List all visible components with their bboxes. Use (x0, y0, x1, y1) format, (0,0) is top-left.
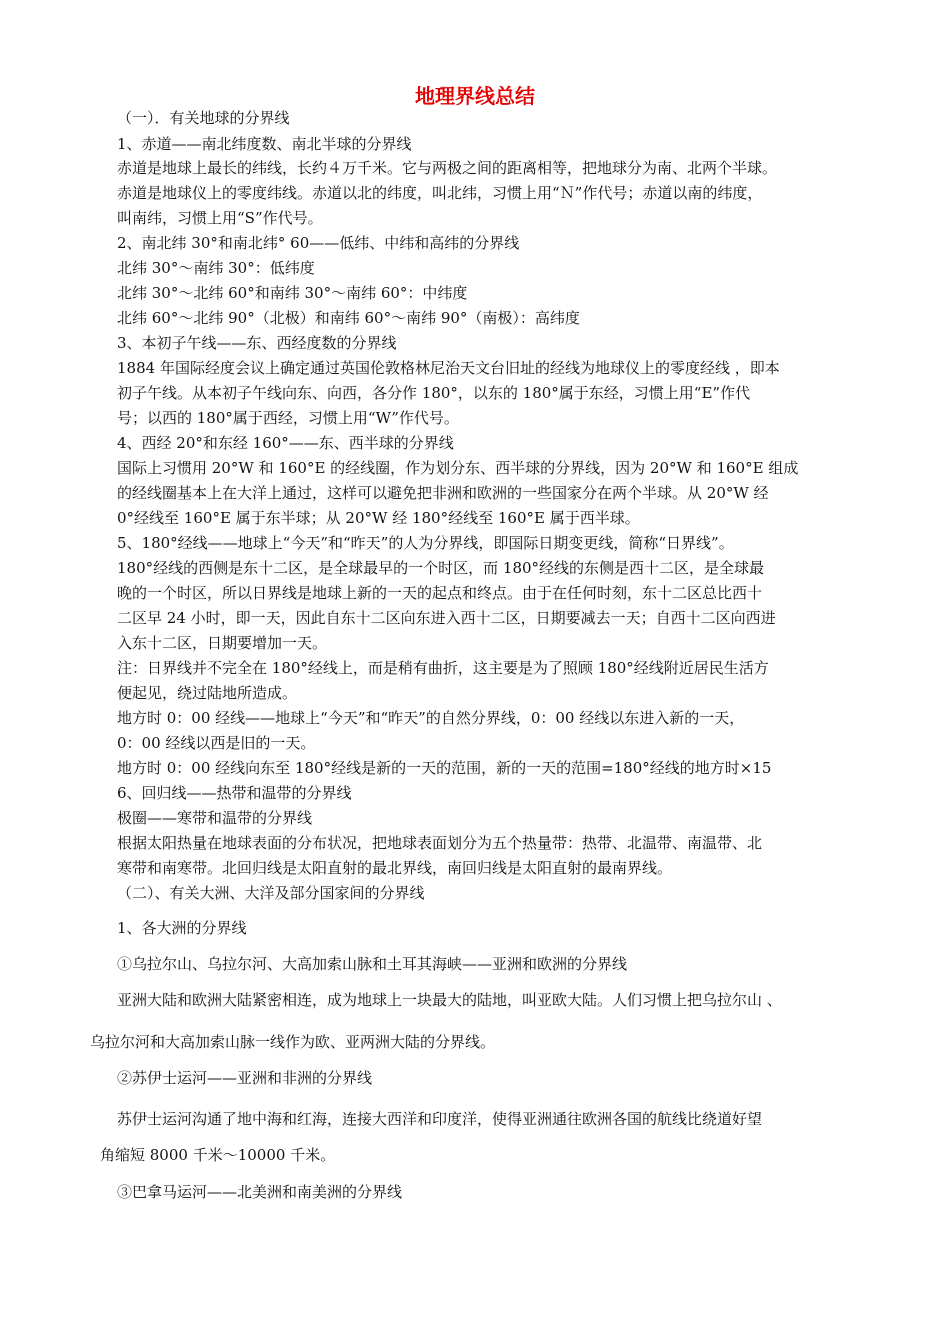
text-line: ③巴拿马运河——北美洲和南美洲的分界线 (117, 1183, 403, 1201)
text-line: 亚洲大陆和欧洲大陆紧密相连，成为地球上一块最大的陆地，叫亚欧大陆。人们习惯上把乌拉尔山 、 (117, 991, 782, 1009)
text-line: 苏伊士运河沟通了地中海和红海，连接大西洋和印度洋，使得亚洲通往欧洲各国的航线比绕道好望 (117, 1110, 763, 1128)
text-line: 的经线圈基本上在大洋上通过，这样可以避免把非洲和欧洲的一些国家分在两个半球。从 20°W 经 (117, 484, 769, 502)
text-line: 北纬 30°～南纬 30°：低纬度 (117, 259, 315, 277)
text-line: 便起见，绕过陆地所造成。 (117, 684, 298, 702)
text-line: 号；以西的 180°属于西经，习惯上用“W”作代号。 (117, 409, 459, 427)
text-line: 北纬 60°～北纬 90°（北极）和南纬 60°～南纬 90°（南极）：高纬度 (117, 309, 580, 327)
text-line: （一）．有关地球的分界线 (117, 109, 290, 127)
text-line: 0：00 经线以西是旧的一天。 (117, 734, 316, 752)
text-line: 5、180°经线——地球上“今天”和“昨天”的人为分界线，即国际日期变更线，简称“日界线”。 (117, 534, 734, 552)
text-line: 2、南北纬 30°和南北纬° 60——低纬、中纬和高纬的分界线 (117, 234, 520, 252)
text-line: 赤道是地球上最长的纬线，长约４万千米。它与两极之间的距离相等，把地球分为南、北两个半球。 (117, 159, 778, 177)
text-line: 根据太阳热量在地球表面的分布状况，把地球表面划分为五个热量带：热带、北温带、南温带、北 (117, 834, 763, 852)
text-line: 赤道是地球仪上的零度纬线。赤道以北的纬度，叫北纬，习惯上用“Ｎ”作代号；赤道以南的纬度， (117, 184, 763, 202)
text-line: 1、赤道——南北纬度数、南北半球的分界线 (117, 135, 412, 153)
text-line: 180°经线的西侧是东十二区，是全球最早的一个时区，而 180°经线的东侧是西十二区，是全球最 (117, 559, 765, 577)
text-line: 注：日界线并不完全在 180°经线上，而是稍有曲折，这主要是为了照顾 180°经线附近居民生活方 (117, 659, 769, 677)
text-line: 入东十二区，日期要增加一天。 (117, 634, 328, 652)
text-line: 6、回归线——热带和温带的分界线 (117, 784, 352, 802)
text-line: 晚的一个时区，所以日界线是地球上新的一天的起点和终点。由于在任何时刻，东十二区总比西十 (117, 584, 763, 602)
text-line: 角缩短 8000 千米～10000 千米。 (100, 1146, 336, 1164)
text-line: 1884 年国际经度会议上确定通过英国伦敦格林尼治天文台旧址的经线为地球仪上的零度经线 ，即本 (117, 359, 780, 377)
text-line: 寒带和南寒带。北回归线是太阳直射的最北界线，南回归线是太阳直射的最南界线。 (117, 859, 673, 877)
text-line: 极圈——寒带和温带的分界线 (117, 809, 313, 827)
text-line: 初子午线。从本初子午线向东、向西，各分作 180°，以东的 180°属于东经，习惯上用“E”作代 (117, 384, 751, 402)
text-line: ②苏伊士运河——亚洲和非洲的分界线 (117, 1069, 373, 1087)
text-line: 国际上习惯用 20°W 和 160°E 的经线圈，作为划分东、西半球的分界线，因为 20°W 和 160°E 组成 (117, 459, 799, 477)
text-line: 叫南纬，习惯上用“S”作代号。 (117, 209, 323, 227)
text-line: 二区早 24 小时，即一天，因此自东十二区向东进入西十二区，日期要减去一天；自西十二区向西进 (117, 609, 776, 627)
text-line: （二）、有关大洲、大洋及部分国家间的分界线 (117, 884, 425, 902)
text-line: 地方时 0：00 经线——地球上“今天”和“昨天”的自然分界线，0：00 经线以东进入新的一天， (117, 709, 745, 727)
text-line: 地方时 0：00 经线向东至 180°经线是新的一天的范围，新的一天的范围=180°经线的地方时×15 (117, 759, 772, 777)
text-line: 3、本初子午线——东、西经度数的分界线 (117, 334, 397, 352)
text-line: 1、各大洲的分界线 (117, 919, 247, 937)
text-line: 0°经线至 160°E 属于东半球；从 20°W 经 180°经线至 160°E 属于西半球。 (117, 509, 640, 527)
page-title: 地理界线总结 (415, 84, 535, 108)
text-line: 4、西经 20°和东经 160°——东、西半球的分界线 (117, 434, 454, 452)
text-line: 乌拉尔河和大高加索山脉一线作为欧、亚两洲大陆的分界线。 (90, 1033, 496, 1051)
text-line: ①乌拉尔山、乌拉尔河、大高加索山脉和土耳其海峡——亚洲和欧洲的分界线 (117, 955, 628, 973)
text-line: 北纬 30°～北纬 60°和南纬 30°～南纬 60°：中纬度 (117, 284, 468, 302)
